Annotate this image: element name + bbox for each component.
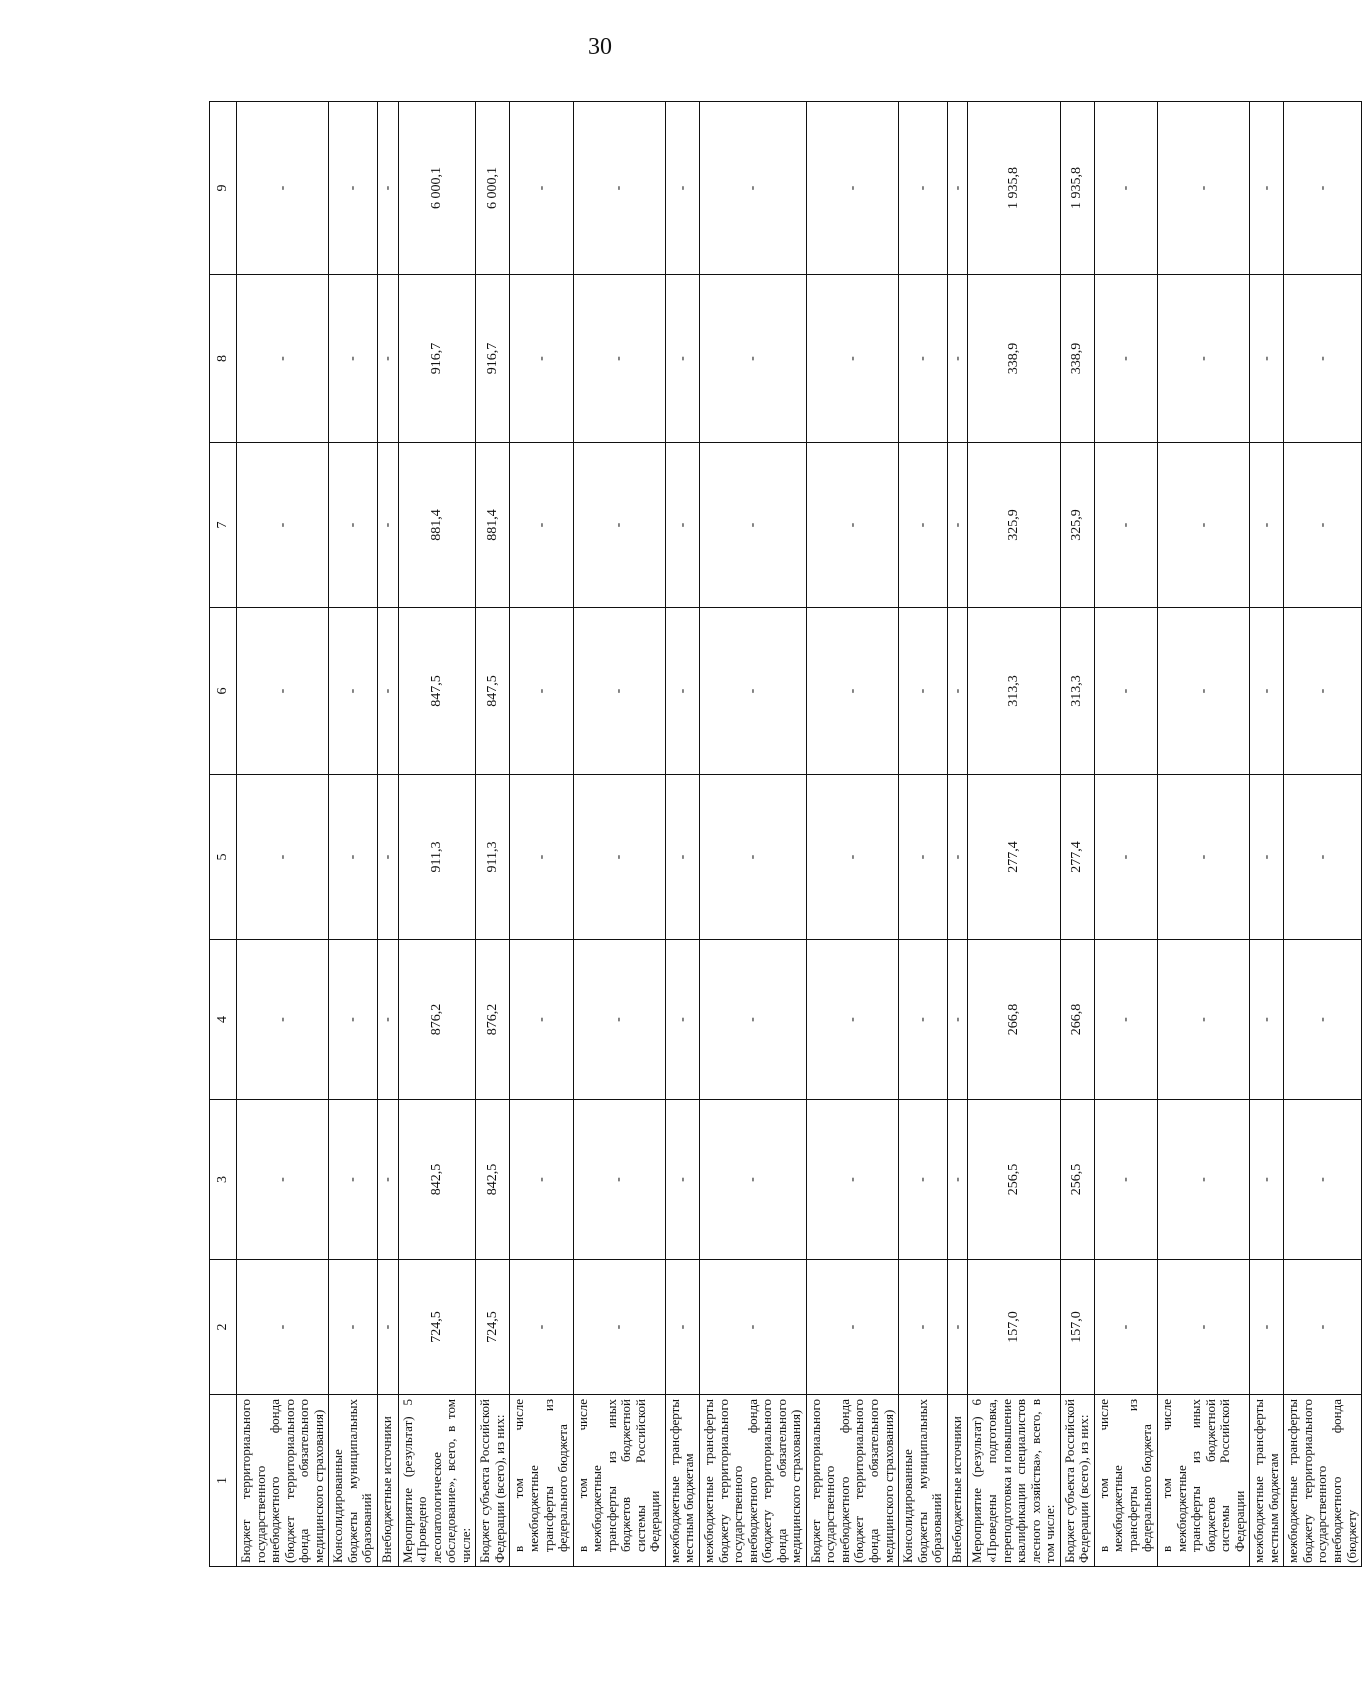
value-cell: - (1094, 608, 1157, 775)
value-cell: - (377, 775, 398, 940)
value-cell: - (237, 940, 329, 1100)
value-cell: - (573, 275, 665, 443)
value-cell: - (947, 1260, 968, 1395)
row-label: в том числе межбюджетные трансферты из иных бюджетов бюджетной системы Российской Федерации (573, 1395, 665, 1567)
value-cell: - (806, 608, 898, 775)
row-label: Мероприятие (результат) 5 «Проведено лесопатологическое обследование», всего, в том числе: (398, 1395, 476, 1567)
value-cell: - (377, 1100, 398, 1260)
value-cell: - (510, 940, 573, 1100)
value-cell: - (665, 940, 699, 1100)
value-cell: - (899, 102, 948, 275)
value-cell: - (699, 608, 806, 775)
table-row (510, 102, 573, 1567)
value-cell: - (665, 775, 699, 940)
value-cell: - (237, 102, 329, 275)
value-cell: 256,5 (968, 1100, 1060, 1260)
value-cell: 338,9 (968, 275, 1060, 443)
value-cell: - (1157, 443, 1249, 608)
column-header: 4 (210, 940, 237, 1100)
column-header: 9 (210, 102, 237, 275)
value-cell: 256,5 (1060, 1100, 1094, 1260)
table-row (573, 102, 665, 1567)
value-cell: - (1284, 940, 1362, 1100)
value-cell: - (1284, 1100, 1362, 1260)
value-cell: 847,5 (476, 608, 510, 775)
value-cell: - (899, 1100, 948, 1260)
value-cell: - (510, 102, 573, 275)
value-cell: - (510, 443, 573, 608)
value-cell: 911,3 (398, 775, 476, 940)
value-cell: 911,3 (476, 775, 510, 940)
value-cell: - (665, 275, 699, 443)
table-row (377, 102, 398, 1567)
row-label: Бюджет территориального государственного внебюджетного фонда (бюджет территориального фонда обязательного медицинского страхования) (806, 1395, 898, 1567)
value-cell: - (329, 1100, 378, 1260)
column-header: 3 (210, 1100, 237, 1260)
value-cell: 916,7 (476, 275, 510, 443)
table-row (398, 102, 476, 1567)
value-cell: 876,2 (398, 940, 476, 1100)
value-cell: 325,9 (1060, 443, 1094, 608)
value-cell: 6 000,1 (398, 102, 476, 275)
table-row (1094, 102, 1157, 1567)
value-cell: - (1284, 608, 1362, 775)
value-cell: - (1250, 443, 1284, 608)
value-cell: 876,2 (476, 940, 510, 1100)
table-row (237, 102, 329, 1567)
rotated-table-wrapper (209, 102, 1359, 1567)
value-cell: 6 000,1 (476, 102, 510, 275)
value-cell: - (377, 102, 398, 275)
value-cell: - (1157, 275, 1249, 443)
value-cell: - (899, 775, 948, 940)
value-cell: - (1250, 775, 1284, 940)
value-cell: - (899, 940, 948, 1100)
value-cell: 842,5 (476, 1100, 510, 1260)
row-label: Консолидированные бюджеты муниципальных образований (899, 1395, 948, 1567)
value-cell: - (1157, 102, 1249, 275)
value-cell: - (947, 775, 968, 940)
row-label: Мероприятие (результат) 6 «Проведены подготовка, переподготовка и повышение квалификации специалистов лесного хозяйства», всего, в том числе: (968, 1395, 1060, 1567)
value-cell: 313,3 (968, 608, 1060, 775)
row-label: Внебюджетные источники (377, 1395, 398, 1567)
value-cell: - (1250, 102, 1284, 275)
value-cell: - (899, 275, 948, 443)
value-cell: - (237, 443, 329, 608)
value-cell: - (947, 608, 968, 775)
value-cell: - (573, 443, 665, 608)
value-cell: - (329, 1260, 378, 1395)
row-label: Бюджет территориального государственного внебюджетного фонда (бюджет территориального фонда обязательного медицинского страхования) (237, 1395, 329, 1567)
value-cell: 277,4 (968, 775, 1060, 940)
table-row (699, 102, 806, 1567)
funding-table (209, 101, 1362, 1567)
value-cell: - (665, 608, 699, 775)
value-cell: - (510, 775, 573, 940)
value-cell: 881,4 (398, 443, 476, 608)
value-cell: - (329, 443, 378, 608)
table-row (968, 102, 1060, 1567)
value-cell: - (665, 1100, 699, 1260)
value-cell: 325,9 (968, 443, 1060, 608)
value-cell: - (699, 443, 806, 608)
value-cell: 338,9 (1060, 275, 1094, 443)
value-cell: 724,5 (398, 1260, 476, 1395)
column-header: 8 (210, 275, 237, 443)
value-cell: - (329, 608, 378, 775)
value-cell: - (947, 443, 968, 608)
value-cell: - (699, 1100, 806, 1260)
value-cell: 266,8 (1060, 940, 1094, 1100)
table-row (899, 102, 948, 1567)
row-label: в том числе межбюджетные трансферты из федерального бюджета (1094, 1395, 1157, 1567)
value-cell: 266,8 (968, 940, 1060, 1100)
value-cell: - (699, 102, 806, 275)
value-cell: - (1250, 940, 1284, 1100)
value-cell: - (806, 1100, 898, 1260)
row-label: Консолидированные бюджеты муниципальных образований (329, 1395, 378, 1567)
table-row (1250, 102, 1284, 1567)
value-cell: - (1284, 775, 1362, 940)
value-cell: 1 935,8 (968, 102, 1060, 275)
value-cell: - (237, 608, 329, 775)
value-cell: - (899, 608, 948, 775)
table-row (329, 102, 378, 1567)
table-row (1157, 102, 1249, 1567)
value-cell: - (329, 940, 378, 1100)
column-header: 2 (210, 1260, 237, 1395)
row-label: Бюджет субъекта Российской Федерации (всего), из них: (1060, 1395, 1094, 1567)
value-cell: 916,7 (398, 275, 476, 443)
value-cell: - (573, 608, 665, 775)
value-cell: - (1157, 608, 1249, 775)
value-cell: - (947, 940, 968, 1100)
value-cell: 277,4 (1060, 775, 1094, 940)
value-cell: - (947, 275, 968, 443)
value-cell: - (665, 102, 699, 275)
value-cell: - (1157, 940, 1249, 1100)
table-row (665, 102, 699, 1567)
value-cell: - (510, 608, 573, 775)
value-cell: - (1250, 1260, 1284, 1395)
value-cell: - (510, 275, 573, 443)
value-cell: - (699, 940, 806, 1100)
value-cell: - (1284, 275, 1362, 443)
value-cell: - (237, 775, 329, 940)
value-cell: 157,0 (1060, 1260, 1094, 1395)
value-cell: - (377, 275, 398, 443)
row-label: в том числе межбюджетные трансферты из федерального бюджета (510, 1395, 573, 1567)
value-cell: - (237, 1100, 329, 1260)
table-row (1060, 102, 1094, 1567)
table-body (237, 102, 1362, 1567)
table-row (476, 102, 510, 1567)
value-cell: - (806, 775, 898, 940)
row-label: межбюджетные трансферты бюджету территориального государственного внебюджетного фонда (бюджету территориального фонда обязательного медицинского страхования) (699, 1395, 806, 1567)
value-cell: 881,4 (476, 443, 510, 608)
value-cell: - (1157, 775, 1249, 940)
value-cell: - (237, 1260, 329, 1395)
value-cell: - (573, 102, 665, 275)
value-cell: - (329, 102, 378, 275)
value-cell: - (806, 443, 898, 608)
table-row (806, 102, 898, 1567)
value-cell: - (665, 1260, 699, 1395)
value-cell: - (573, 775, 665, 940)
value-cell: - (1094, 940, 1157, 1100)
value-cell: - (899, 443, 948, 608)
row-label: межбюджетные трансферты бюджету территориального государственного внебюджетного фонда (бюджету (1284, 1395, 1362, 1567)
value-cell: - (237, 275, 329, 443)
value-cell: - (1094, 275, 1157, 443)
value-cell: - (1157, 1100, 1249, 1260)
value-cell: - (1250, 1100, 1284, 1260)
row-label: в том числе межбюджетные трансферты из иных бюджетов бюджетной системы Российской Федерации (1157, 1395, 1249, 1567)
value-cell: - (899, 1260, 948, 1395)
value-cell: - (377, 443, 398, 608)
value-cell: 1 935,8 (1060, 102, 1094, 275)
value-cell: - (947, 102, 968, 275)
value-cell: - (1094, 102, 1157, 275)
page-number: 30 (588, 34, 612, 60)
value-cell: - (1284, 102, 1362, 275)
value-cell: - (1284, 1260, 1362, 1395)
header-row (210, 102, 237, 1567)
value-cell: - (1250, 275, 1284, 443)
value-cell: - (1094, 1100, 1157, 1260)
value-cell: - (699, 1260, 806, 1395)
column-header: 7 (210, 443, 237, 608)
value-cell: - (699, 275, 806, 443)
value-cell: 313,3 (1060, 608, 1094, 775)
value-cell: - (573, 1100, 665, 1260)
value-cell: 842,5 (398, 1100, 476, 1260)
value-cell: - (1094, 1260, 1157, 1395)
value-cell: - (1284, 443, 1362, 608)
table-row (947, 102, 968, 1567)
value-cell: - (510, 1100, 573, 1260)
value-cell: - (806, 102, 898, 275)
value-cell: - (377, 608, 398, 775)
value-cell: - (377, 1260, 398, 1395)
table-row (1284, 102, 1362, 1567)
row-label: Внебюджетные источники (947, 1395, 968, 1567)
row-label: Бюджет субъекта Российской Федерации (всего), из них: (476, 1395, 510, 1567)
value-cell: - (377, 940, 398, 1100)
value-cell: - (665, 443, 699, 608)
value-cell: 724,5 (476, 1260, 510, 1395)
value-cell: - (1094, 775, 1157, 940)
row-label: межбюджетные трансферты местным бюджетам (1250, 1395, 1284, 1567)
value-cell: - (1250, 608, 1284, 775)
value-cell: 157,0 (968, 1260, 1060, 1395)
value-cell: - (510, 1260, 573, 1395)
value-cell: - (329, 275, 378, 443)
value-cell: - (806, 940, 898, 1100)
column-header: 1 (210, 1395, 237, 1567)
column-header: 5 (210, 775, 237, 940)
value-cell: - (1094, 443, 1157, 608)
value-cell: - (329, 775, 378, 940)
value-cell: 847,5 (398, 608, 476, 775)
value-cell: - (573, 940, 665, 1100)
value-cell: - (806, 275, 898, 443)
value-cell: - (806, 1260, 898, 1395)
value-cell: - (699, 775, 806, 940)
value-cell: - (947, 1100, 968, 1260)
value-cell: - (573, 1260, 665, 1395)
row-label: межбюджетные трансферты местным бюджетам (665, 1395, 699, 1567)
column-header: 6 (210, 608, 237, 775)
value-cell: - (1157, 1260, 1249, 1395)
